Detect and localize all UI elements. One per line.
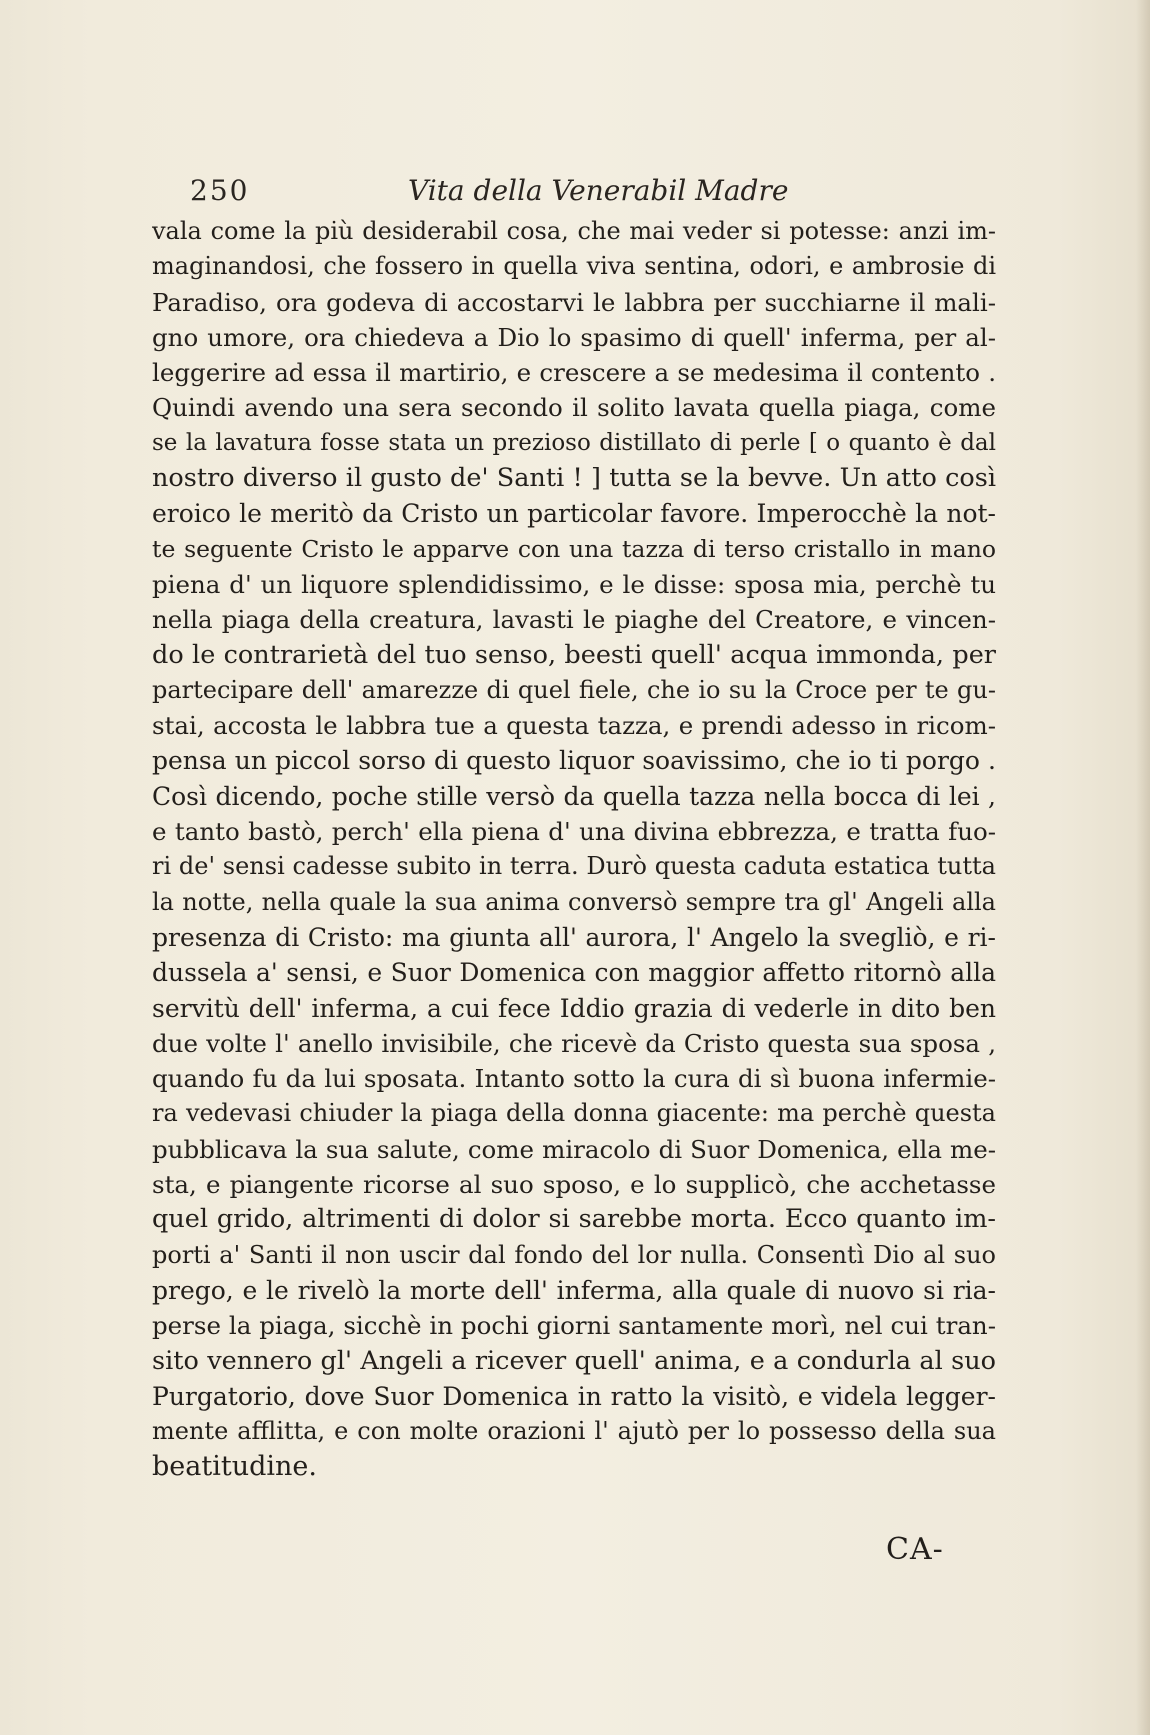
text-line: Purgatorio, dove Suor Domenica in ratto la visitò, e videla legger- — [152, 1381, 996, 1411]
text-line: e tanto bastò, perch' ella piena d' una divina ebbrezza, e tratta fuo- — [152, 817, 996, 847]
running-title: Vita della Venerabil Madre — [408, 174, 789, 207]
text-line: vala come la più desiderabil cosa, che mai veder si potesse: anzi im- — [152, 217, 996, 245]
text-line: Quindi avendo una sera secondo il solito lavata quella piaga, come — [152, 393, 996, 423]
text-line: maginandosi, che fossero in quella viva sentina, odori, e ambrosie di — [152, 252, 996, 281]
text-line: beatitudine. — [152, 1451, 317, 1483]
text-line: quando fu da lui sposata. Intanto sotto la cura di sì buona infermie- — [152, 1064, 996, 1094]
text-line: porti a' Santi il non uscir dal fondo del lor nulla. Consentì Dio al suo — [152, 1240, 996, 1269]
text-line: pubblicava la sua salute, come miracolo di Suor Domenica, ella me- — [152, 1134, 996, 1164]
text-line: mente afflitta, e con molte orazioni l' ajutò per lo possesso della sua — [152, 1417, 996, 1446]
text-line: piena d' un liquore splendidissimo, e le disse: sposa mia, perchè tu — [152, 569, 996, 599]
text-line: nella piaga della creatura, lavasti le piaghe del Creatore, e vincen- — [152, 605, 996, 635]
text-line: pensa un piccol sorso di questo liquor soavissimo, che io ti porgo . — [152, 746, 996, 776]
text-line: dussela a' sensi, e Suor Domenica con maggior affetto ritornò alla — [152, 958, 996, 988]
text-line: prego, e le rivelò la morte dell' inferma, alla quale di nuovo si ria- — [152, 1275, 996, 1305]
text-line: perse la piaga, sicchè in pochi giorni santamente morì, nel cui tran- — [152, 1311, 996, 1341]
text-line: ri de' sensi cadesse subito in terra. Durò questa caduta estatica tutta — [152, 852, 996, 881]
text-line: do le contrarietà del tuo senso, beesti quell' acqua immonda, per — [152, 639, 996, 670]
text-line: servitù dell' inferma, a cui fece Iddio grazia di vederle in dito ben — [152, 993, 996, 1023]
text-line: gno umore, ora chiedeva a Dio lo spasimo di quell' inferma, per al- — [152, 322, 996, 352]
text-line: quel grido, altrimenti di dolor si sarebbe morta. Ecco quanto im- — [152, 1204, 996, 1235]
text-line: leggerire ad essa il martirio, e crescere a se medesima il contento . — [152, 358, 996, 388]
text-line: partecipare dell' amarezze di quel fiele, che io su la Croce per te gu- — [152, 675, 996, 704]
page-edge-shadow — [1136, 0, 1150, 1735]
page-header — [0, 174, 1150, 214]
text-line: stai, accosta le labbra tue a questa tazza, e prendi adesso in ricom- — [152, 711, 996, 741]
body-text — [152, 214, 996, 1485]
text-line: presenza di Cristo: ma giunta all' aurora, l' Angelo la svegliò, e ri- — [152, 922, 996, 952]
text-line: Così dicendo, poche stille versò da quella tazza nella bocca di lei , — [152, 781, 996, 811]
page-number: 250 — [190, 174, 250, 207]
text-line: Paradiso, ora godeva di accostarvi le labbra per succhiarne il mali- — [152, 287, 996, 317]
text-line: ra vedevasi chiuder la piaga della donna giacente: ma perchè questa — [152, 1099, 996, 1128]
text-line: eroico le meritò da Cristo un particolar favore. Imperocchè la not- — [152, 499, 996, 529]
text-line: sta, e piangente ricorse al suo sposo, e lo supplicò, che acchetasse — [152, 1170, 996, 1200]
text-line: te seguente Cristo le apparve con una tazza di terso cristallo in mano — [152, 534, 996, 563]
text-line: nostro diverso il gusto de' Santi ! ] tutta se la bevve. Un atto così — [152, 463, 996, 494]
text-line: sito vennero gl' Angeli a ricever quell' anima, e a condurla al suo — [152, 1345, 996, 1376]
text-line: la notte, nella quale la sua anima conversò sempre tra gl' Angeli alla — [152, 887, 996, 916]
catchword: CA- — [886, 1532, 944, 1567]
text-line: due volte l' anello invisibile, che ricevè da Cristo questa sua sposa , — [152, 1028, 996, 1058]
text-line: se la lavatura fosse stata un prezioso distillato di perle [ o quanto è dal — [152, 429, 996, 456]
